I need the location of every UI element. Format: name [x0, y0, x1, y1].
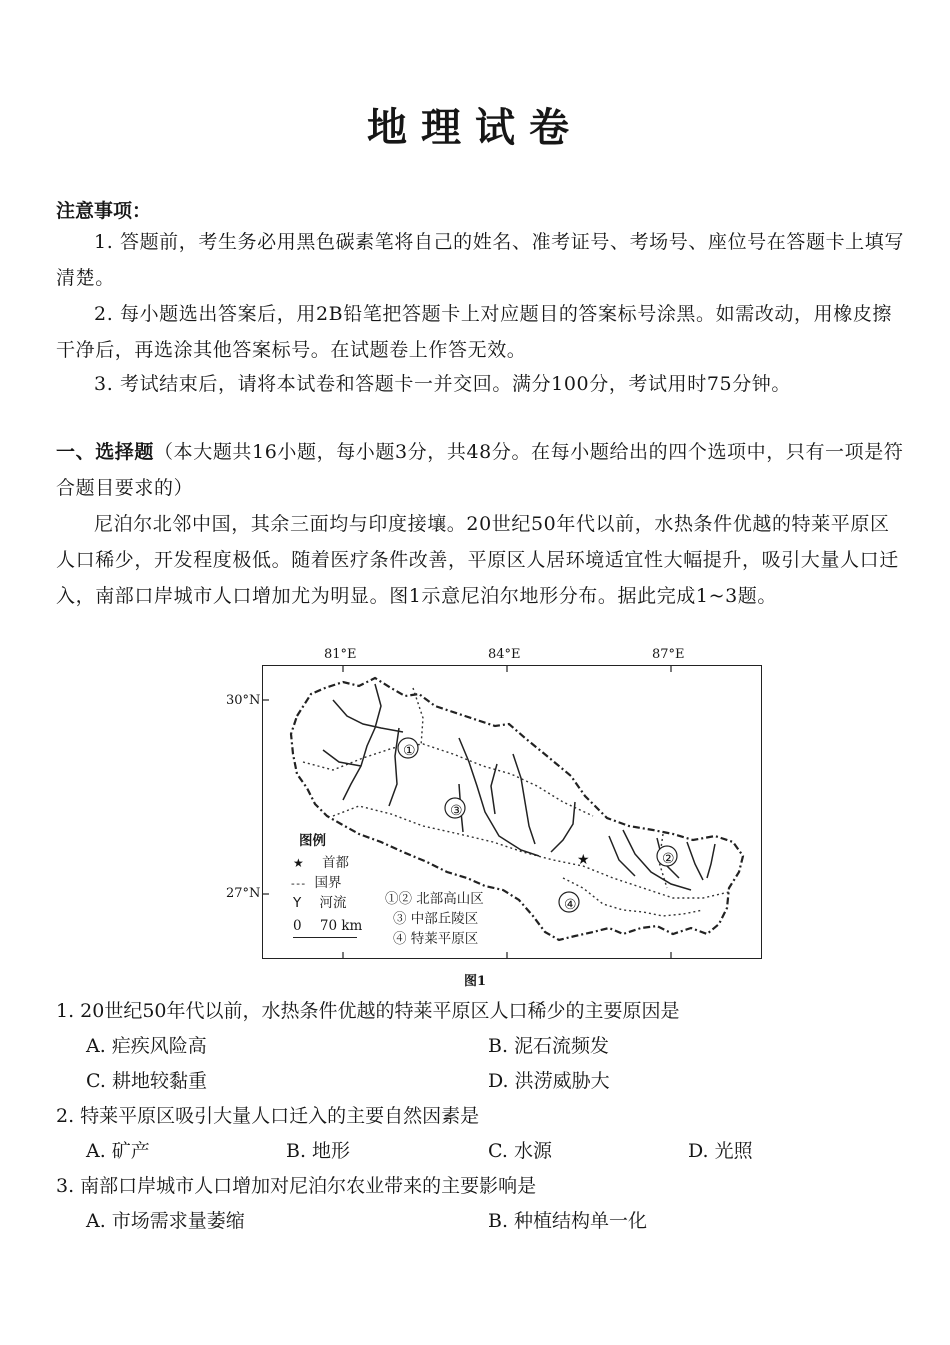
nepal-terrain-map	[262, 665, 762, 959]
passage: 尼泊尔北邻中国，其余三面均与印度接壤。20世纪50年代以前，水热条件优越的特莱平原区人口稀少，开发程度极低。随着医疗条件改善，平原区人居环境适宜性大幅提升，吸引大量人口迁入，南部口岸城市人口增加尤为明显。图1示意尼泊尔地形分布。据此完成1~3题。	[56, 513, 899, 607]
legend-river-label: 河流	[319, 895, 347, 911]
region-mark-4: ④	[564, 897, 577, 913]
lat-label-27: 27°N	[226, 886, 261, 901]
section-description: （本大题共16小题，每小题3分，共48分。在每小题给出的四个选项中，只有一项是符合题目要求的）	[56, 441, 904, 499]
notice-item-3: 3. 考试结束后，请将本试卷和答题卡一并交回。满分100分，考试用时75分钟。	[94, 373, 792, 395]
question-1-option-b: B. 泥石流频发	[488, 1035, 610, 1057]
legend-border	[291, 874, 341, 893]
question-2-option-d: D. 光照	[688, 1140, 753, 1162]
question-1-option-d: D. 洪涝威胁大	[488, 1070, 610, 1092]
region-mark-2: ②	[662, 851, 675, 867]
question-1-option-c: C. 耕地较黏重	[86, 1070, 207, 1092]
question-3-option-b: B. 种植结构单一化	[488, 1210, 648, 1232]
national-border	[291, 678, 743, 940]
lon-label-81: 81°E	[324, 647, 357, 662]
question-2-option-b: B. 地形	[286, 1140, 351, 1162]
legend-river-icon: Y	[293, 895, 302, 911]
legend-river	[293, 894, 347, 913]
rivers	[323, 684, 715, 890]
exam-title: 地理试卷	[367, 104, 583, 151]
question-3-stem: 3. 南部口岸城市人口增加对尼泊尔农业带来的主要影响是	[56, 1175, 537, 1197]
legend-border-label: 国界	[314, 875, 342, 891]
legend-scale	[293, 917, 362, 936]
map-drawing	[263, 666, 761, 958]
scale-label: 70 km	[319, 918, 363, 934]
zone-hill: ③ 中部丘陵区	[393, 911, 479, 927]
question-3-option-a: A. 市场需求量萎缩	[86, 1210, 245, 1232]
lon-label-87: 87°E	[652, 647, 685, 662]
lat-label-30: 30°N	[226, 693, 261, 708]
section-intro	[56, 434, 908, 506]
notice-item-2: 2. 每小题选出答案后，用2B铅笔把答题卡上对应题目的答案标号涂黑。如需改动，用橡皮擦干净后，再选涂其他答案标号。在试题卷上作答无效。	[56, 303, 893, 361]
question-2-stem: 2. 特莱平原区吸引大量人口迁入的主要自然因素是	[56, 1105, 480, 1127]
legend-capital	[293, 854, 349, 873]
scale-zero: 0	[293, 918, 302, 934]
question-1-option-a: A. 疟疾风险高	[86, 1035, 207, 1057]
notice-item-1: 1. 答题前，考生务必用黑色碳素笔将自己的姓名、准考证号、考场号、座位号在答题卡上填写清楚。	[56, 231, 904, 289]
capital-star-icon: ★	[577, 852, 590, 868]
region-mark-3: ③	[450, 803, 463, 819]
question-2-option-c: C. 水源	[488, 1140, 552, 1162]
region-mark-1: ①	[403, 743, 416, 759]
notice-heading: 注意事项：	[56, 200, 152, 222]
zone-terai-plain: ④ 特莱平原区	[393, 931, 479, 947]
legend-star-icon: ★	[293, 856, 304, 870]
legend-title: 图例	[299, 833, 326, 849]
section-heading: 一、选择题	[56, 441, 155, 463]
zone-high-mountain: ①② 北部高山区	[385, 891, 484, 907]
legend-capital-label: 首都	[322, 855, 350, 871]
scale-bar	[293, 937, 357, 938]
question-1-stem: 1. 20世纪50年代以前，水热条件优越的特莱平原区人口稀少的主要原因是	[56, 1000, 680, 1022]
question-2-option-a: A. 矿产	[86, 1140, 150, 1162]
legend-border-icon: - - -	[291, 877, 305, 890]
zone-boundaries	[303, 688, 729, 916]
figure-caption: 图1	[463, 974, 487, 989]
lon-label-84: 84°E	[488, 647, 521, 662]
